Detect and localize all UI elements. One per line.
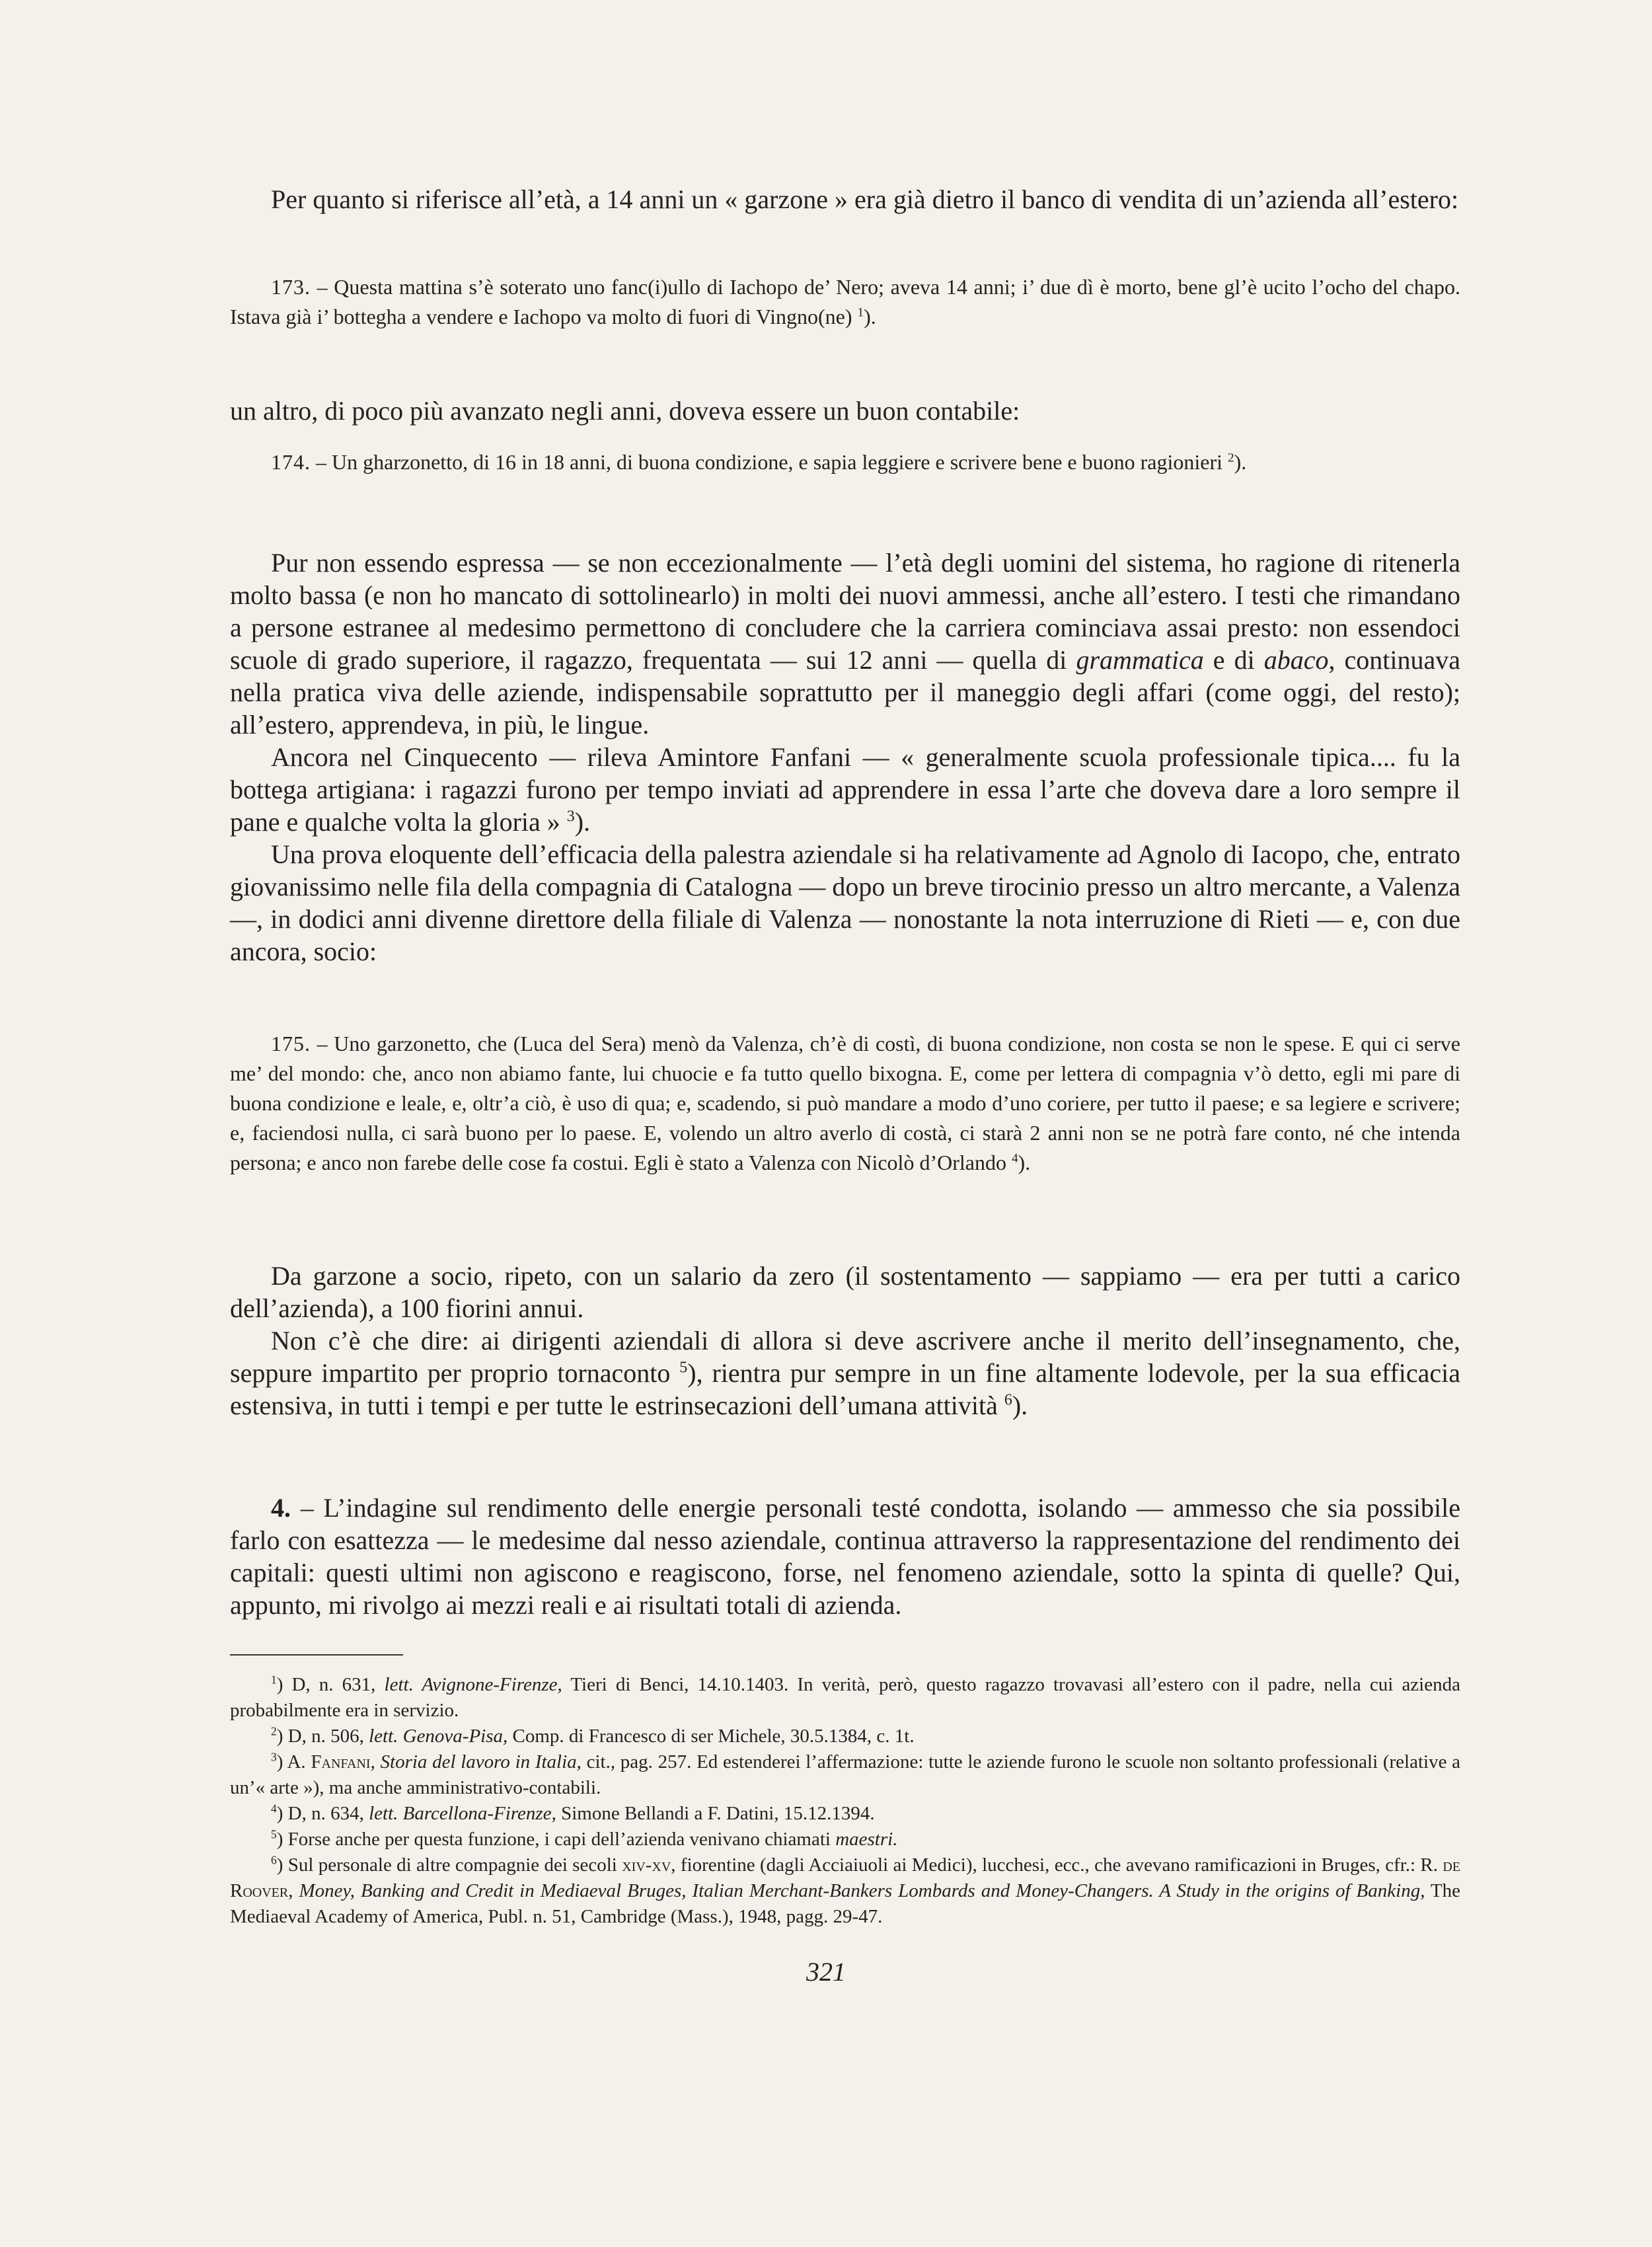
footnote-4: $^4$) D, n. 634, lett. Barcellona-Firenze, Simone Bellandi a F. Datini, 15.12.1394.: [271, 1802, 875, 1824]
footnote-3: $^3$) A. Fanfani, Storia del lavoro in Italia, cit., pag. 257. Ed estenderei l’affermazione: tutte le aziende furono le scuole non soltanto professionali (relative a un’« arte »), ma anche amministrativo-contabili.: [230, 1750, 1461, 1798]
intro-paragraph: [230, 183, 1460, 215]
document-text: – Questa mattina s’è soterato uno fanc(i)ullo di Iachopo de’ Nero; aveva 14 anni; i’ due dì è morto, bene gl’è ucito l’ocho del chapo. Istava già i’ bottegha a vendere e Iachopo va molto di fuori di Vingno(ne): [230, 275, 1461, 328]
intro-text: Per quanto si riferisce all’età, a 14 anni un « garzone » era già dietro il banco di vendita di un’azienda all’estero:: [271, 184, 1459, 214]
section-4: [230, 1492, 1460, 1621]
document-173: 173. – Questa mattina s’è soterato uno fanc(i)ullo di Iachopo de’ Nero; aveva 14 anni; i’ due dì è morto, bene gl’è ucito l’ocho del chapo. Istava già i’ bottegha a vendere e Iachopo va molto di fuori di Vingno(ne) $^1$).: [230, 275, 1461, 328]
paragraph-section-4: 4. – L’indagine sul rendimento delle energie personali testé condotta, isolando — ammesso che sia possibile farlo con esattezza — le medesime dal nesso aziendale, continua attraverso la rappresentazione del rendimento dei capitali: questi ultimi non agiscono e reagiscono, forse, nel fenomeno aziendale, sotto la spinta di quelle? Qui, appunto, mi rivolgo ai mezzi reali e ai risultati totali di azienda.: [230, 1493, 1461, 1620]
footnote-ref: 4: [1011, 1151, 1018, 1166]
paragraph-age: Pur non essendo espressa — se non eccezionalmente — l’età degli uomini del sistema, ho ragione di ritenerla molto bassa (e non ho mancato di sottolinearlo) in molti dei nuovi ammessi, anche all’estero. I testi che rimandano a persone estranee al medesimo permettono di concludere che la carriera cominciava assai presto: non essendoci scuole di grado superiore, il ragazzo, frequentata — sui 12 anni — quella di grammatica e di abaco, continuava nella pratica viva delle aziende, indispensabile soprattutto per il maneggio degli affari (come oggi, del resto); all’estero, apprendeva, in più, le lingue.: [230, 548, 1461, 740]
document-175: 175. – Uno garzonetto, che (Luca del Sera) menò da Valenza, ch’è di costì, di buona condizione, non costa se non le spese. E qui ci serve me’ del mondo: che, anco non abiamo fante, lui chuocie e fa tutto quello bixogna. E, come per lettera di compagnia v’ò detto, egli mi pare di buona condizione e leale, e, oltr’a ciò, è uso di qua; e, scadendo, si può mandare a modo d’uno coriere, per tutto il paese; e sa legiere e scrivere; e, faciendosi nulla, ci sarà buono per lo paese. E, volendo un altro averlo di costà, ci starà 2 anni non se ne potrà fare conto, né che intenda persona; e anco non farebe delle cose fa costui. Egli è stato a Valenza con Nicolò d’Orlando $^4$).: [230, 1032, 1461, 1174]
footnote-ref: 5: [679, 1359, 688, 1377]
bridge-paragraph: [230, 395, 1460, 427]
footnote-ref: 6: [1004, 1391, 1012, 1409]
footnote-1: $^1$) D, n. 631, lett. Avignone-Firenze, Tieri di Benci, 14.10.1403. In verità, però, questo ragazzo trovavasi all’estero con il padre, nella cui azienda probabilmente era in servizio.: [230, 1673, 1460, 1721]
footnote-ref: 2: [1227, 451, 1234, 465]
footnote-ref: 3: [566, 808, 575, 825]
footnote-ref: 1: [857, 305, 864, 320]
page-number: 321: [806, 1957, 846, 1987]
document-text: – Un gharzonetto, di 16 in 18 anni, di buona condizione, e sapia leggiere e scrivere bene e buono ragionieri: [316, 450, 1222, 474]
bridge-text: un altro, di poco più avanzato negli anni, doveva essere un buon contabile:: [230, 396, 1020, 426]
document-174: 174. – Un gharzonetto, di 16 in 18 anni, di buona condizione, e sapia leggiere e scrivere bene e buono ragionieri $^2$).: [271, 450, 1247, 474]
document-number: 175.: [271, 1032, 311, 1055]
main-paragraphs: [230, 547, 1460, 968]
paragraph-fanfani: Ancora nel Cinquecento — rileva Amintore Fanfani — « generalmente scuola professionale tipica.... fu la bottega artigiana: i ragazzi furono per tempo inviati ad apprendere in essa l’arte che doveva dare a loro sempre il pane e qualche volta la gloria » $^3$).: [230, 742, 1460, 837]
footnote-6: $^6$) Sul personale di altre compagnie dei secoli xiv-xv, fiorentine (dagli Acciaiuoli ai Medici), lucchesi, ecc., che avevano ramificazioni in Bruges, cfr.: R. de Roover, Money, Banking and Credit in Mediaeval Bruges, Italian Merchant-Bankers Lombards and Money-Changers. A Study in the origins of Banking, The Mediaeval Academy of America, Publ. n. 51, Cambridge (Mass.), 1948, pagg. 29-47.: [230, 1853, 1461, 1927]
document-number: 173.: [271, 275, 311, 299]
footnote-2: $^2$) D, n. 506, lett. Genova-Pisa, Comp. di Francesco di ser Michele, 30.5.1384, c. 1t.: [271, 1724, 915, 1747]
closing-paragraphs: [230, 1260, 1460, 1422]
paragraph-agnolo: Una prova eloquente dell’efficacia della palestra aziendale si ha relativamente ad Agnolo di Iacopo, che, entrato giovanissimo nelle fila della compagnia di Catalogna — dopo un breve tirocinio presso un altro mercante, a Valenza —, in dodici anni divenne direttore della filiale di Valenza — nonostante la nota interruzione di Rieti — e, con due ancora, socio:: [230, 839, 1460, 966]
paragraph-teaching: Non c’è che dire: ai dirigenti aziendali di allora si deve ascrivere anche il merito dell’insegnamento, che, seppure impartito per proprio tornaconto $^5$), rientra pur sempre in un fine altamente lodevole, per la sua efficacia estensiva, in tutti i tempi e per tutte le estrinsecazioni dell’umana attività $^6$).: [230, 1326, 1460, 1420]
footnote-divider: [230, 1654, 403, 1656]
paragraph-salary: Da garzone a socio, ripeto, con un salario da zero (il sostentamento — sappiamo — era per tutti a carico dell’azienda), a 100 fiorini annui.: [230, 1261, 1460, 1323]
footnote-5: $^5$) Forse anche per questa funzione, i capi dell’azienda venivano chiamati maestri.: [271, 1827, 898, 1850]
document-number: 174.: [271, 450, 311, 474]
document-text: – Uno garzonetto, che (Luca del Sera) menò da Valenza, ch’è di costì, di buona condizione, non costa se non le spese. E qui ci serve me’ del mondo: che, anco non abiamo fante, lui chuocie e fa tutto quello bixogna. E, come per lettera di compagnia v’ò detto, egli mi pare di buona condizione e leale, e, oltr’a ciò, è uso di qua; e, scadendo, si può mandare a modo d’uno coriere, per tutto il paese; e sa legiere e scrivere; e, faciendosi nulla, ci sarà buono per lo paese. E, volendo un altro averlo di costà, ci starà 2 anni non se ne potrà fare conto, né che intenda persona; e anco non farebe delle cose fa costui. Egli è stato a Valenza con Nicolò d’Orlando: [230, 1032, 1461, 1174]
footnotes: [230, 1672, 1460, 1930]
section-number: 4.: [271, 1493, 291, 1523]
